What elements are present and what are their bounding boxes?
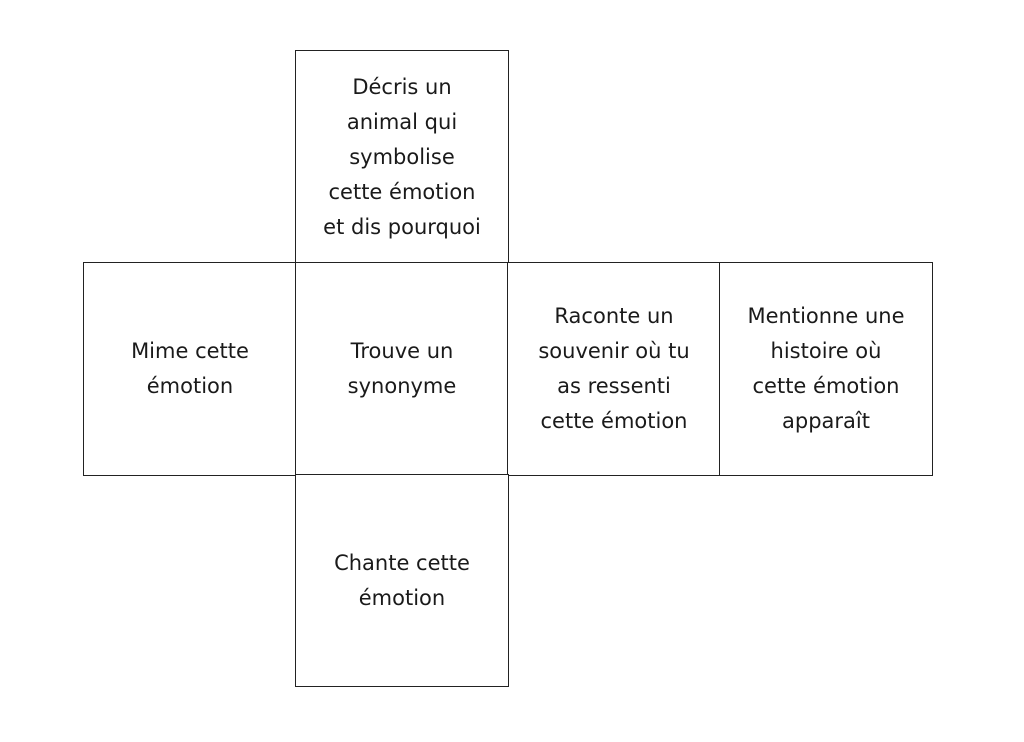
cube-face-top <box>295 50 509 264</box>
face-right-1-text: Raconte un souvenir où tu as ressenti cette émotion <box>538 304 690 433</box>
cube-face-bottom <box>295 474 509 687</box>
cube-face-left <box>83 262 297 476</box>
face-top-text: Décris un animal qui symbolise cette émotion et dis pourquoi <box>323 74 481 239</box>
face-bottom-text: Chante cette émotion <box>334 550 470 610</box>
cube-face-center <box>295 262 509 476</box>
face-right-2-text: Mentionne une histoire où cette émotion apparaît <box>747 304 905 433</box>
face-center-text: Trouve un synonyme <box>347 339 457 398</box>
cube-face-right-2 <box>719 262 933 476</box>
cube-face-right-1 <box>507 262 721 476</box>
face-left-text: Mime cette émotion <box>131 339 249 398</box>
